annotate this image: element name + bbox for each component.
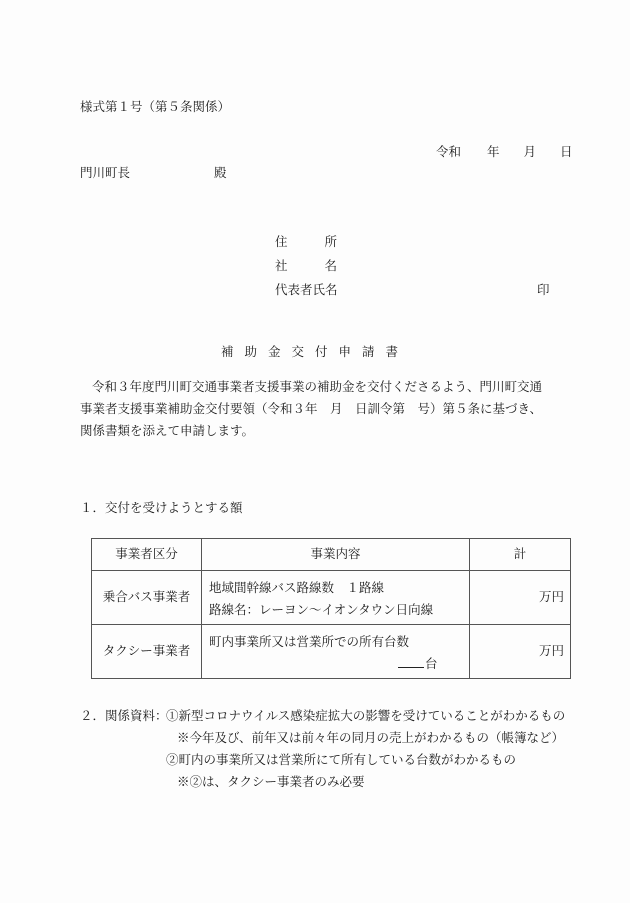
document-item: ①新型コロナウイルス感染症拡大の影響を受けていることがわかるもの [166,708,566,723]
table-row [92,625,571,679]
date-era: 令和 [436,144,462,159]
date-year-label: 年 [487,144,500,159]
date-day-label: 日 [560,144,573,159]
content-taxi [202,625,470,679]
bus-route-count: 地域間幹線バス路線数 １路線 [209,580,385,595]
document-note: ※②は、タクシー事業者のみ必要 [177,774,365,789]
bus-route-name: 路線名：レーヨン～イオンタウン日向線 [209,602,434,617]
applicant-block [275,234,550,308]
content-bus [202,571,470,625]
addressee-honorific: 殿 [214,165,227,180]
address-label: 住 所 [275,234,337,249]
document-item: ②町内の事業所又は営業所にて所有している台数がわかるもの [166,752,517,767]
addressee [80,165,227,180]
section2-heading: ２．関係資料： [80,708,168,723]
date-month-label: 月 [523,144,537,159]
total-taxi[interactable]: 万円 [470,625,571,679]
taxi-vehicle-count [398,657,438,671]
addressee-name: 門川町長 [80,165,131,180]
header-category: 事業者区分 [92,539,202,571]
grant-amount-table [91,538,571,679]
table-header-row [92,539,571,571]
applicant-representative-row[interactable] [275,282,550,308]
form-number: 様式第１号（第５条関係） [80,99,231,114]
header-content: 事業内容 [202,539,470,571]
section1-heading: １．交付を受けようとする額 [80,500,243,515]
company-label: 社 名 [275,258,337,273]
vehicle-count-field[interactable] [398,657,424,668]
table-row [92,571,571,625]
seal-mark: 印 [537,282,550,297]
category-bus: 乗合バス事業者 [92,571,202,625]
applicant-address-row[interactable] [275,236,338,260]
category-taxi: タクシー事業者 [92,625,202,679]
total-bus[interactable]: 万円 [470,571,571,625]
applicant-company-row[interactable] [275,260,338,284]
representative-label: 代表者氏名 [275,282,338,297]
application-statement: 令和３年度門川町交通事業者支援事業の補助金を交付くださるよう、門川町交通事業者支援事業補助金交付要領（令和３年 月 日訓令第 号）第５条に基づき、関係書類を添えて申請します。 [80,379,543,438]
taxi-vehicle-description: 町内事業所又は営業所での所有台数 [209,634,410,649]
vehicle-count-unit: 台 [425,656,438,671]
header-total: 計 [470,539,571,571]
document-title: 補助金交付申請書 [220,344,409,359]
application-date [436,146,573,159]
document-note: ※今年及び、前年又は前々年の同月の売上がわかるもの（帳簿など） [177,730,565,745]
